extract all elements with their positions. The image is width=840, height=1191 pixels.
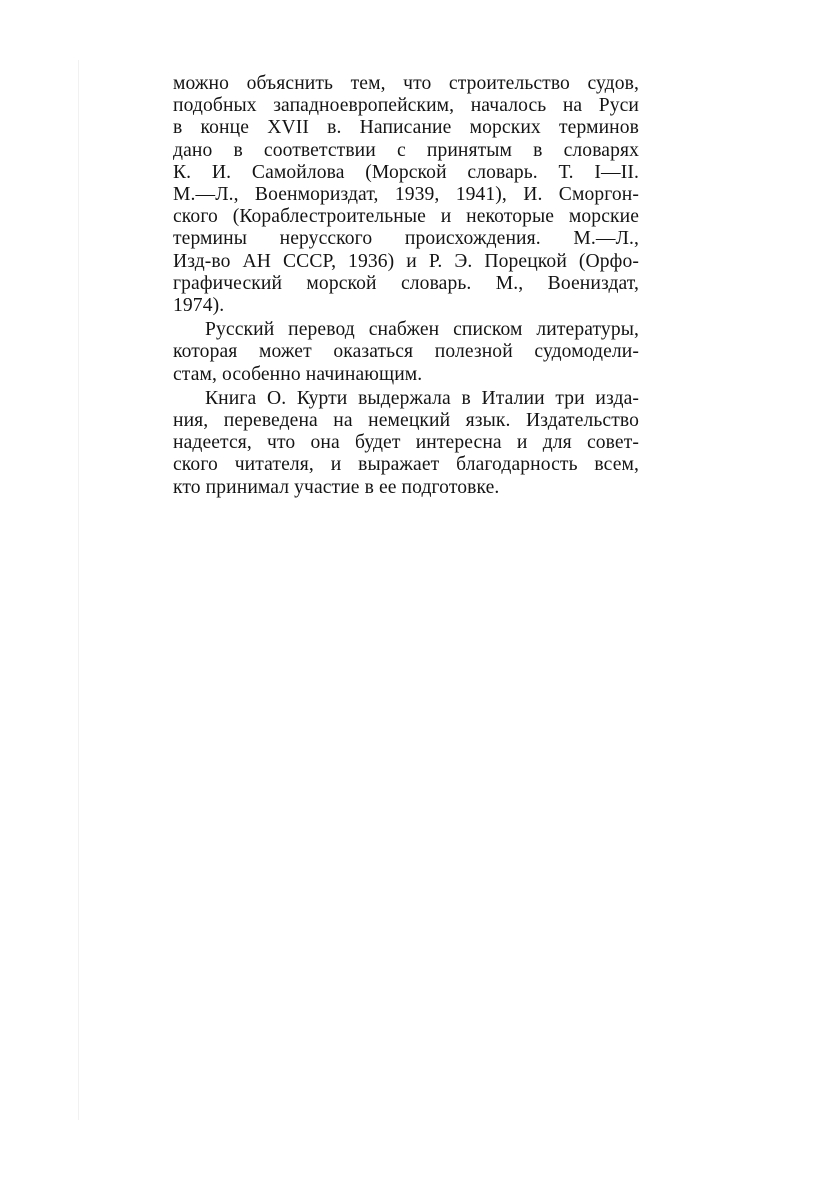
text-line: ского читателя, и выражает благодарность всем, — [173, 454, 639, 476]
text-line: в конце XVII в. Написание морских терминов — [173, 117, 639, 139]
text-line: которая может оказаться полезной судомодели- — [173, 341, 639, 363]
paragraph-2 — [173, 319, 639, 386]
text-line: ского (Кораблестроительные и некоторые морские — [173, 206, 639, 228]
text-line: Книга О. Курти выдержала в Италии три изда- — [205, 387, 639, 409]
paragraph-3 — [173, 388, 639, 499]
text-line: дано в соответствии с принятым в словарях — [173, 139, 639, 161]
text-line: подобных западноевропейским, началось на Руси — [173, 95, 639, 117]
text-line: ния, переведена на немецкий язык. Издательство — [173, 410, 639, 432]
paragraph-1 — [173, 73, 639, 317]
text-line: графический морской словарь. М., Воениздат, — [173, 272, 639, 294]
text-line: можно объяснить тем, что строительство судов, — [173, 73, 639, 94]
body-text — [173, 73, 639, 499]
text-line: М.—Л., Военмориздат, 1939, 1941), И. Сморгон- — [173, 184, 639, 206]
text-line: кто принимал участие в ее подготовке. — [173, 476, 500, 498]
text-line: Русский перевод снабжен списком литературы, — [205, 319, 639, 341]
text-line: стам, особенно начинающим. — [173, 363, 423, 385]
scan-gutter-line — [78, 60, 79, 1120]
text-line: надеется, что она будет интересна и для совет- — [173, 432, 639, 454]
text-line: термины нерусского происхождения. М.—Л., — [173, 228, 639, 250]
text-line: 1974). — [173, 295, 225, 317]
text-line: Изд-во АН СССР, 1936) и Р. Э. Порецкой (Орфо- — [173, 250, 639, 272]
text-line: К. И. Самойлова (Морской словарь. Т. I—II. — [173, 161, 639, 183]
